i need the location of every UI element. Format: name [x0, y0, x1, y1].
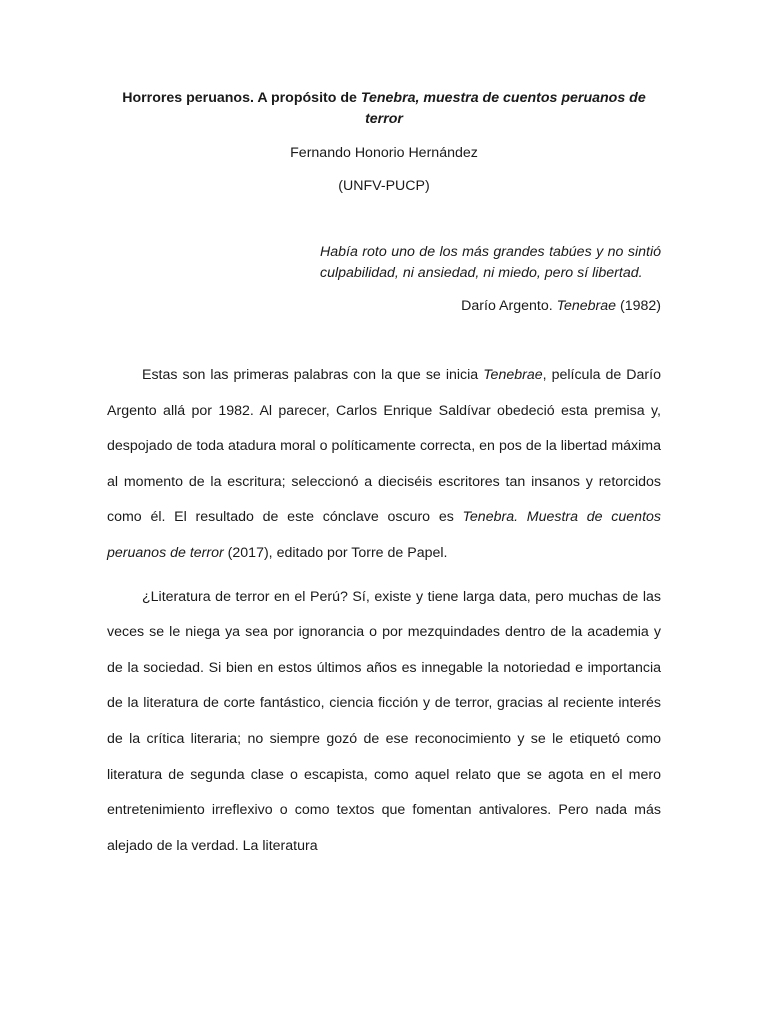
epigraph-source	[107, 296, 661, 317]
epigraph-source-year: (1982)	[616, 298, 661, 314]
epigraph-quote: Había roto uno de los más grandes tabúes y no sintió culpabilidad, ni ansiedad, ni miedo, pero sí libertad.	[320, 244, 661, 281]
para1-text-2: , película de Darío Argento allá por 1982. Al parecer, Carlos Enrique Saldívar obedeció esta premisa y, despojado de toda atadura moral o políticamente correcta, en pos de la libertad máxima al momento de la escritura; seleccionó a dieciséis escritores tan insanos y retorcidos como él. El resultado de este cónclave oscuro es	[107, 367, 661, 526]
epigraph-source-author: Darío Argento.	[461, 298, 557, 314]
body-paragraph-2: ¿Literatura de terror en el Perú? Sí, existe y tiene larga data, pero muchas de las veces se le niega ya sea por ignorancia o por mezquindades dentro de la academia y de la sociedad. Si bien en estos últimos años es innegable la notoriedad e importancia de la literatura de corte fantástico, ciencia ficción y de terror, gracias al reciente interés de la crítica literaria; no siempre gozó de ese reconocimiento y se le etiquetó como literatura de segunda clase o escapista, como aquel relato que se agota en el mero entretenimiento irreflexivo o como textos que fomentan antivalores. Pero nada más alejado de la verdad. La literatura	[107, 588, 661, 854]
title-italic: Tenebra, muestra de cuentos peruanos de terror	[360, 90, 646, 127]
body-paragraph-1	[107, 358, 661, 572]
para1-text-3: (2017), editado por Torre de Papel.	[223, 544, 448, 561]
author-affiliation: (UNFV-PUCP)	[338, 178, 430, 194]
document-page	[107, 88, 661, 864]
epigraph-source-work: Tenebrae	[556, 298, 617, 314]
para1-text-1: Estas son las primeras palabras con la que se inicia	[142, 367, 484, 383]
para1-italic-2: Tenebra. Muestra de cuentos peruanos de terror	[107, 509, 661, 561]
title-main: Horrores peruanos. A propósito de	[122, 90, 361, 106]
para1-italic-1: Tenebrae	[483, 367, 543, 383]
document-title	[107, 88, 661, 130]
author-name: Fernando Honorio Hernández	[290, 145, 478, 161]
